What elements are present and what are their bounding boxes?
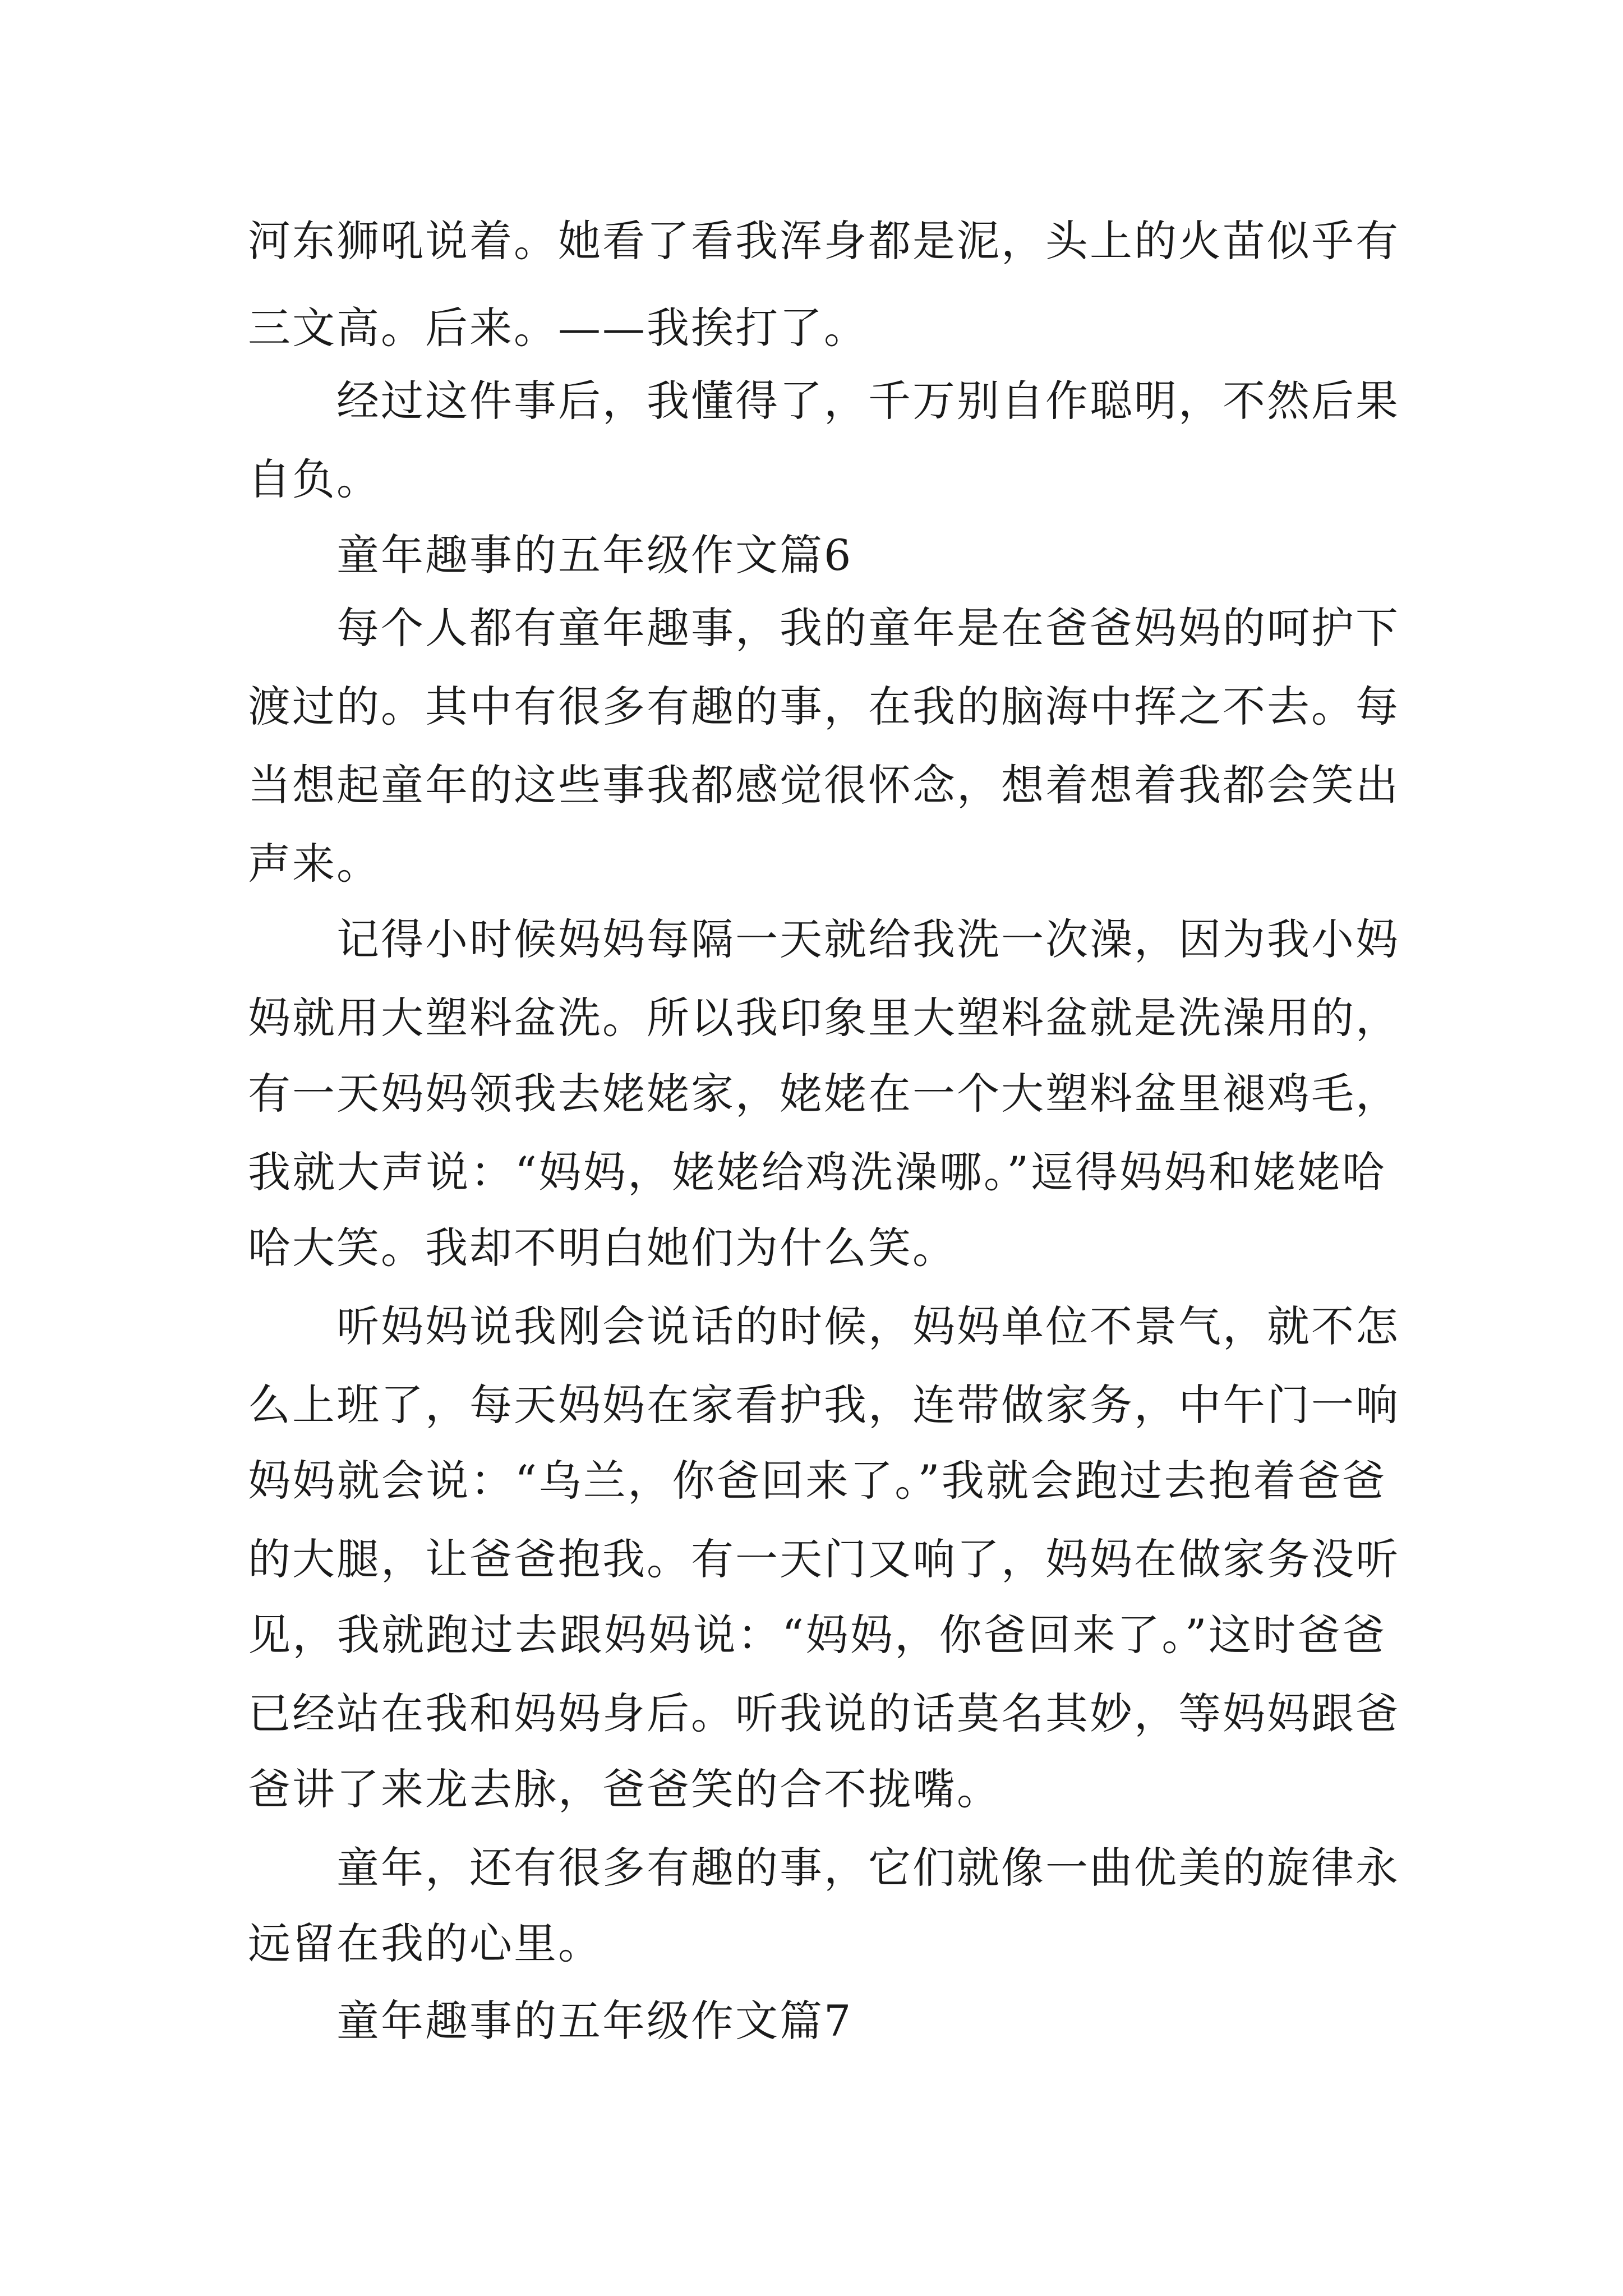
text-line: 三文高。后来。——我挨打了。 [248, 303, 868, 353]
text-line: 已经站在我和妈妈身后。听我说的话莫名其妙，等妈妈跟爸 [248, 1688, 1400, 1738]
section-heading: 童年趣事的五年级作文篇6 [336, 530, 853, 580]
paragraph-start-line: 记得小时候妈妈每隔一天就给我洗一次澡，因为我小妈 [336, 914, 1400, 964]
paragraph-start-line: 每个人都有童年趣事，我的童年是在爸爸妈妈的呵护下 [336, 603, 1400, 653]
section-heading: 童年趣事的五年级作文篇7 [336, 1996, 853, 2046]
text-line: 渡过的。其中有很多有趣的事，在我的脑海中挥之不去。每 [248, 682, 1400, 731]
text-line: 爸讲了来龙去脉，爸爸笑的合不拢嘴。 [248, 1764, 1001, 1814]
text-line: 当想起童年的这些事我都感觉很怀念，想着想着我都会笑出 [248, 760, 1400, 810]
paragraph-start-line: 童年，还有很多有趣的事，它们就像一曲优美的旋律永 [336, 1843, 1400, 1893]
text-line: 哈大笑。我却不明白她们为什么笑。 [248, 1223, 957, 1273]
paragraph-start-line: 经过这件事后，我懂得了，千万别自作聪明，不然后果 [336, 376, 1400, 426]
text-line: 远留在我的心里。 [248, 1918, 602, 1968]
text-line: 声来。 [248, 839, 381, 889]
text-line: 妈妈就会说：“乌兰，你爸回来了。”我就会跑过去抱着爸爸 [248, 1456, 1386, 1506]
text-line: 有一天妈妈领我去姥姥家，姥姥在一个大塑料盆里褪鸡毛， [248, 1069, 1400, 1119]
text-line: 妈就用大塑料盆洗。所以我印象里大塑料盆就是洗澡用的， [248, 993, 1400, 1043]
paragraph-start-line: 听妈妈说我刚会说话的时候，妈妈单位不景气，就不怎 [336, 1301, 1400, 1351]
text-line: 我就大声说：“妈妈，姥姥给鸡洗澡哪。”逗得妈妈和姥姥哈 [248, 1147, 1386, 1197]
text-line: 么上班了，每天妈妈在家看护我，连带做家务，中午门一响 [248, 1380, 1400, 1430]
text-line: 自负。 [248, 454, 381, 504]
text-line: 河东狮吼说着。她看了看我浑身都是泥，头上的火苗似乎有 [248, 216, 1400, 266]
text-line: 见，我就跑过去跟妈妈说：“妈妈，你爸回来了。”这时爸爸 [248, 1610, 1386, 1660]
text-line: 的大腿，让爸爸抱我。有一天门又响了，妈妈在做家务没听 [248, 1534, 1400, 1584]
